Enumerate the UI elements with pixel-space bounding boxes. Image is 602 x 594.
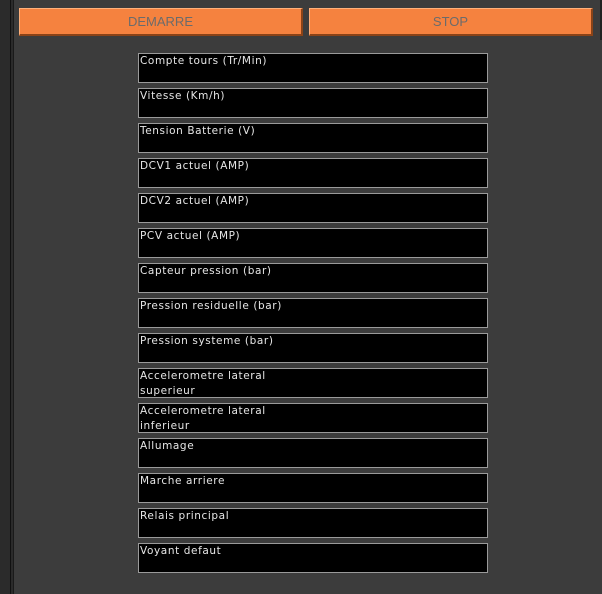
field-label: Accelerometre lateral superieur bbox=[140, 370, 266, 397]
field-capteur-pression bbox=[138, 263, 488, 293]
field-label: Tension Batterie (V) bbox=[140, 125, 256, 137]
field-accelerometre-inferieur bbox=[138, 403, 488, 433]
field-pcv-actuel bbox=[138, 228, 488, 258]
field-label: PCV actuel (AMP) bbox=[140, 230, 241, 242]
field-label: Vitesse (Km/h) bbox=[140, 90, 226, 102]
left-panel-edge bbox=[0, 0, 14, 594]
field-pression-systeme bbox=[138, 333, 488, 363]
field-label: Marche arriere bbox=[140, 475, 226, 487]
field-label: Accelerometre lateral inferieur bbox=[140, 405, 266, 432]
field-pression-residuelle bbox=[138, 298, 488, 328]
field-label: Pression residuelle (bar) bbox=[140, 300, 282, 312]
left-panel-divider bbox=[10, 0, 11, 594]
field-dcv1-actuel bbox=[138, 158, 488, 188]
field-compte-tours bbox=[138, 53, 488, 83]
field-relais-principal bbox=[138, 508, 488, 538]
field-dcv2-actuel bbox=[138, 193, 488, 223]
field-accelerometre-superieur bbox=[138, 368, 488, 398]
field-label: Capteur pression (bar) bbox=[140, 265, 272, 277]
field-vitesse bbox=[138, 88, 488, 118]
field-allumage bbox=[138, 438, 488, 468]
field-tension-batterie bbox=[138, 123, 488, 153]
field-label: DCV1 actuel (AMP) bbox=[140, 160, 250, 172]
field-label: DCV2 actuel (AMP) bbox=[140, 195, 250, 207]
field-label: Compte tours (Tr/Min) bbox=[140, 55, 268, 67]
field-voyant-defaut bbox=[138, 543, 488, 573]
field-label: Pression systeme (bar) bbox=[140, 335, 274, 347]
field-label: Relais principal bbox=[140, 510, 230, 522]
field-marche-arriere bbox=[138, 473, 488, 503]
field-label: Voyant defaut bbox=[140, 545, 222, 557]
start-button[interactable]: DEMARRE bbox=[19, 8, 303, 36]
field-label: Allumage bbox=[140, 440, 195, 452]
stop-button[interactable]: STOP bbox=[309, 8, 593, 36]
